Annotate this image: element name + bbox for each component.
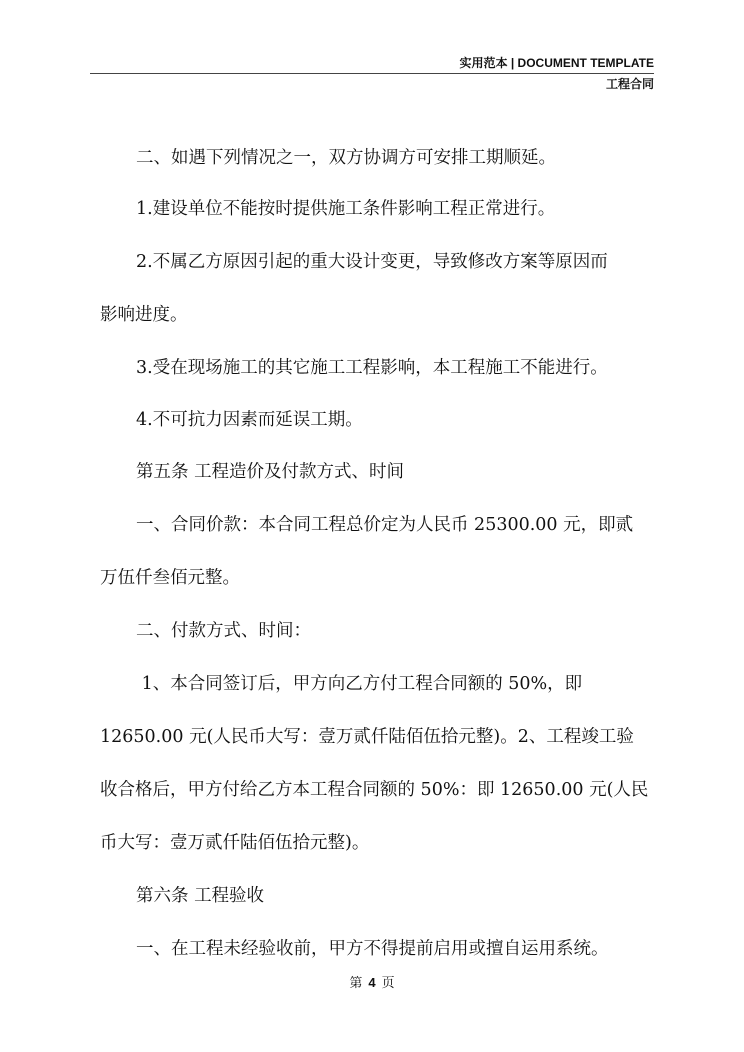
- paragraph: 二、付款方式、时间：: [136, 621, 311, 641]
- paragraph: 12650.00 元(人民币大写：壹万贰仟陆佰伍拾元整)。2、工程竣工验: [100, 727, 634, 747]
- paragraph: 1、本合同签订后，甲方向乙方付工程合同额的 50%，即: [136, 674, 583, 694]
- header-subtitle: 工程合同: [605, 77, 654, 91]
- paragraph: 币大写：壹万贰仟陆佰伍拾元整)。: [100, 833, 370, 853]
- paragraph: 收合格后，甲方付给乙方本工程合同额的 50%：即 12650.00 元(人民: [100, 780, 649, 800]
- page-number: 4: [368, 975, 376, 990]
- paragraph: 4.不可抗力因素而延误工期。: [136, 410, 363, 430]
- page-footer: [0, 975, 744, 992]
- header-title: 实用范本 | DOCUMENT TEMPLATE: [459, 56, 654, 70]
- document-body: [100, 135, 660, 962]
- paragraph: 一、在工程未经验收前，甲方不得提前启用或擅自运用系统。: [136, 939, 609, 959]
- paragraph: 1.建设单位不能按时提供施工条件影响工程正常进行。: [136, 199, 556, 219]
- paragraph: 3.受在现场施工的其它施工工程影响，本工程施工不能进行。: [136, 358, 608, 378]
- paragraph: 影响进度。: [100, 305, 188, 325]
- paragraph: 2.不属乙方原因引起的重大设计变更，导致修改方案等原因而: [136, 252, 608, 272]
- paragraph: 二、如遇下列情况之一，双方协调方可安排工期顺延。: [136, 148, 556, 168]
- section-heading: 第五条 工程造价及付款方式、时间: [136, 462, 405, 482]
- page-suffix: 页: [381, 976, 395, 991]
- paragraph: 万伍仟叁佰元整。: [100, 568, 240, 588]
- paragraph: 一、合同价款：本合同工程总价定为人民币 25300.00 元，即贰: [136, 515, 634, 535]
- page-prefix: 第: [349, 976, 363, 991]
- section-heading: 第六条 工程验收: [136, 886, 265, 906]
- header-divider: [90, 73, 654, 74]
